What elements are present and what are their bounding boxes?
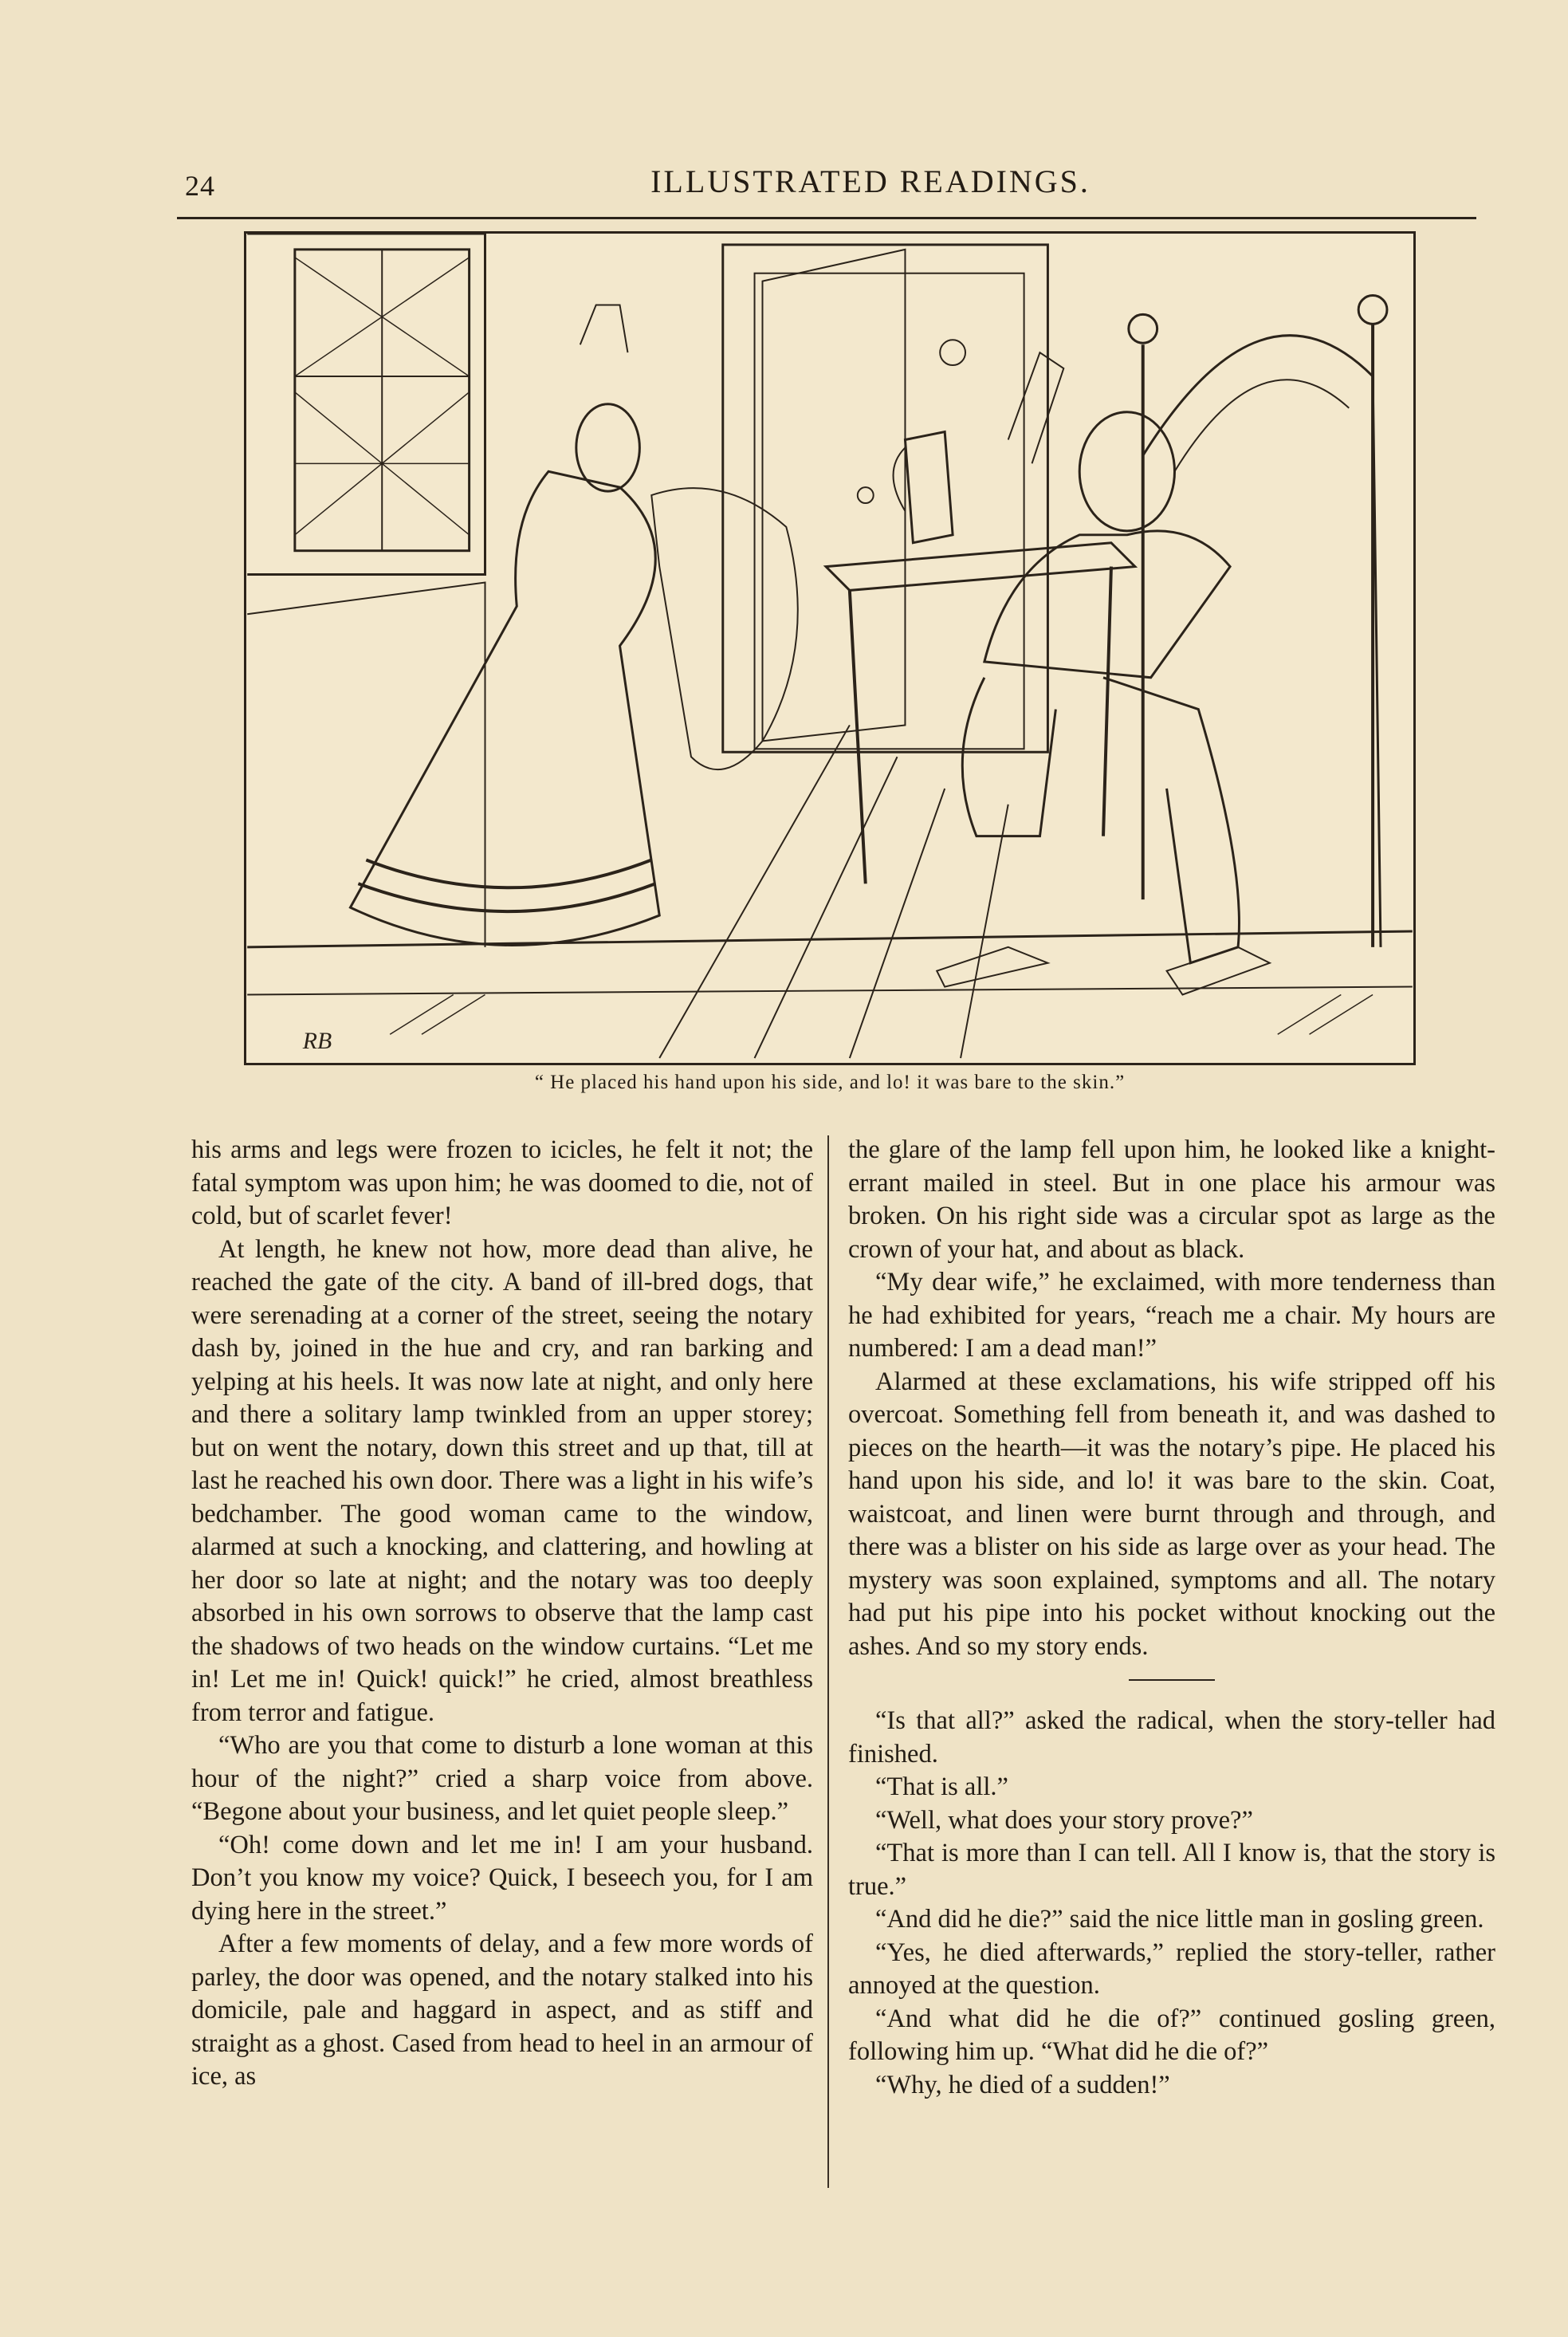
paragraph: “Well, what does your story prove?” (875, 1805, 1253, 1835)
right-text-column (848, 1134, 1495, 2102)
illustration-caption: “ He placed his hand upon his side, and lo! it was bare to the skin.” (534, 1072, 1126, 1093)
paragraph: “Is that all?” asked the radical, when the story-teller had finished. (848, 1706, 1495, 1768)
engraving-illustration (244, 231, 1416, 1065)
paragraph: “That is more than I can tell. All I know is, that the story is true.” (848, 1839, 1495, 1901)
section-divider (1129, 1679, 1215, 1681)
paragraph: “Why, he died of a sudden!” (875, 2070, 1170, 2099)
running-title: ILLUSTRATED READINGS. (650, 163, 1091, 199)
paragraph: “Yes, he died afterwards,” replied the story-teller, rather annoyed at the question. (848, 1938, 1495, 2000)
paragraph: his arms and legs were frozen to icicles, he felt it not; the fatal symptom was upon him; he was doomed to die, not of cold, but of scarlet fever! (191, 1135, 813, 1230)
paragraph: “And did he die?” said the nice little man in gosling green. (875, 1905, 1484, 1934)
paragraph: the glare of the lamp fell upon him, he looked like a knight-errant mailed in steel. But in one place his armour was broken. On his right side was a circular spot as large as the crown of your hat, and about as black. (848, 1135, 1495, 1264)
paragraph: “That is all.” (875, 1772, 1008, 1801)
engraving-drawing (246, 234, 1413, 1063)
page-number: 24 (185, 170, 215, 202)
paragraph: At length, he knew not how, more dead than alive, he reached the gate of the city. A band of ill-bred dogs, that were serenading at a corner of the street, seeing the notary dash by, joined in the hue and cry, and ran barking and yelping at his heels. It was now late at night, and only here and there a solitary lamp twinkled from an upper storey; but on went the notary, down this street and up that, till at last he reached his own door. There was a light in his wife’s bedchamber. The good woman came to the window, alarmed at such a knocking, and clattering, and howling at her door so late at night; and the notary was too deeply absorbed in his own sorrows to observe that the lamp cast the shadows of two heads on the window curtains. “Let me in! Let me in! Quick! quick!” he cried, almost breathless from terror and fatigue. (191, 1234, 813, 1727)
header-rule (177, 217, 1476, 219)
column-divider (827, 1135, 829, 2188)
left-text-column (191, 1134, 813, 2094)
paragraph: “My dear wife,” he exclaimed, with more tenderness than he had exhibited for years, “reach me a chair. My hours are numbered: I am a dead man!” (848, 1268, 1495, 1363)
artist-signature: RB (302, 1028, 332, 1055)
paragraph: “And what did he die of?” continued gosling green, following him up. “What did he die of?” (848, 2004, 1495, 2066)
paragraph: Alarmed at these exclamations, his wife stripped off his overcoat. Something fell from beneath it, and was dashed to pieces on the hearth—it was the notary’s pipe. He placed his hand upon his side, and lo! it was bare to the skin. Coat, waistcoat, and linen were burnt through and through, and there was a blister on his side as large over as your head. The mystery was soon explained, symptoms and all. The notary had put his pipe into his pocket without knocking out the ashes. And so my story ends. (848, 1367, 1495, 1661)
paragraph: After a few moments of delay, and a few more words of parley, the door was opened, and the notary stalked into his domicile, pale and haggard in aspect, and as stiff and straight as a ghost. Cased from head to heel in an armour of ice, as (191, 1930, 813, 2091)
paragraph: “Oh! come down and let me in! I am your husband. Don’t you know my voice? Quick, I beseech you, for I am dying here in the street.” (191, 1830, 813, 1926)
running-head (177, 158, 1476, 215)
paragraph: “Who are you that come to disturb a lone woman at this hour of the night?” cried a sharp voice from above. “Begone about your business, and let quiet people sleep.” (191, 1731, 813, 1826)
